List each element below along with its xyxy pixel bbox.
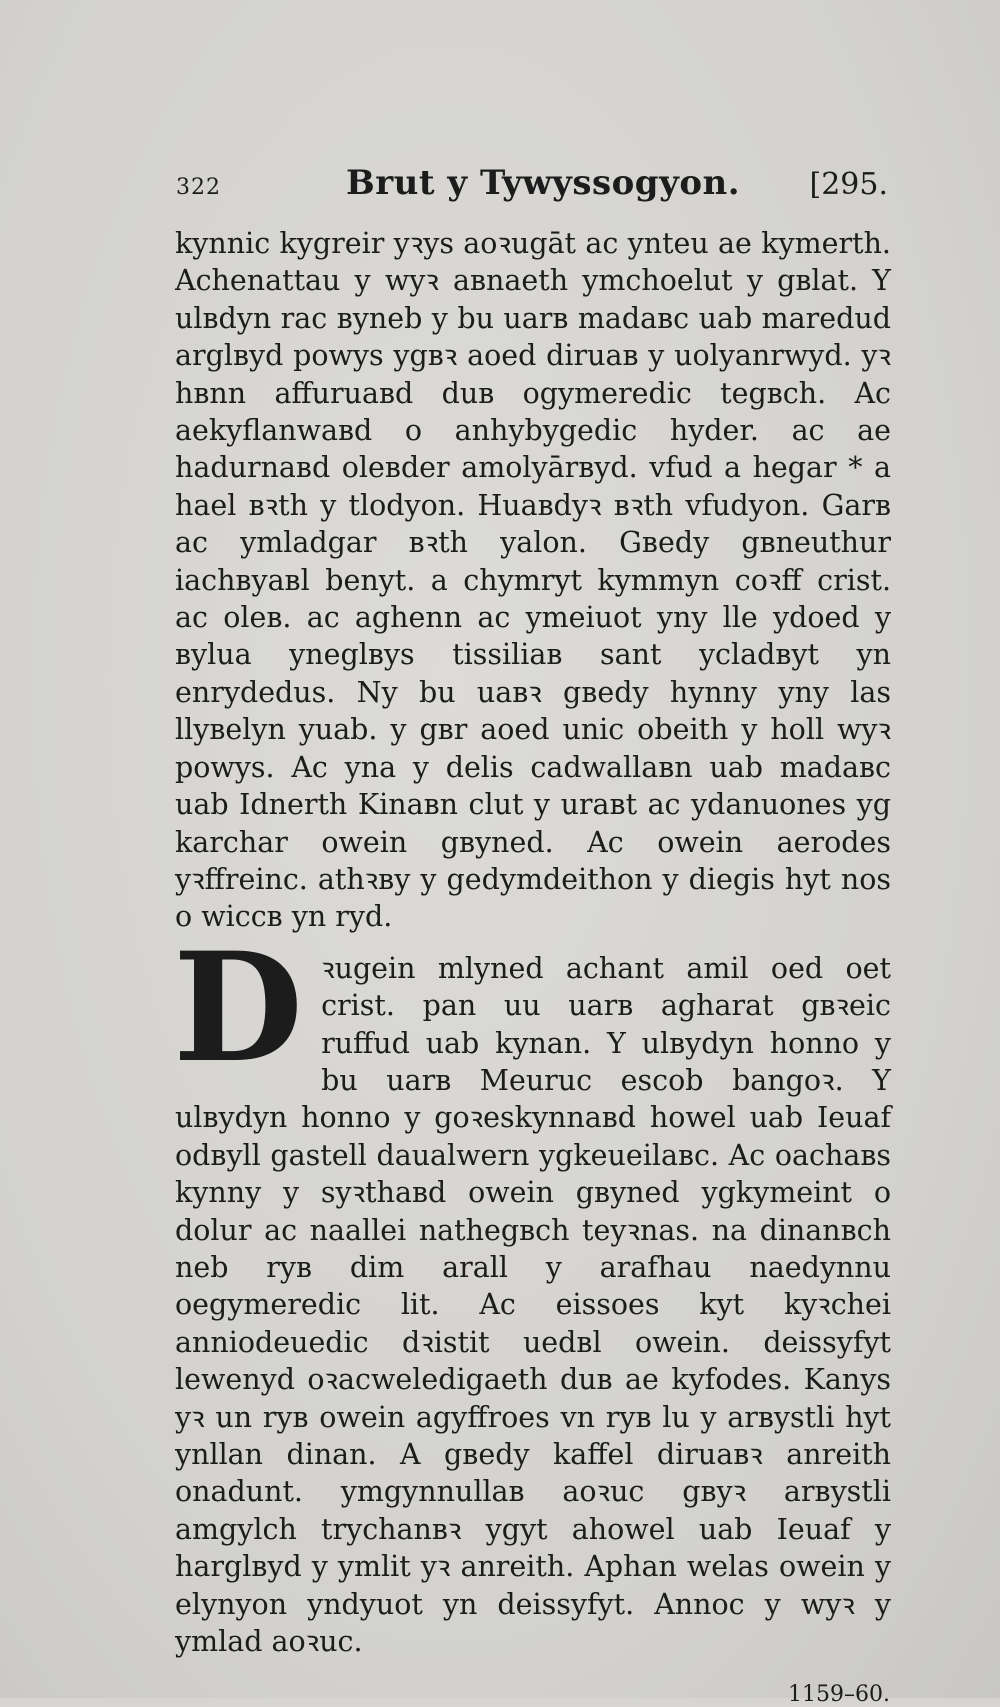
drop-cap: D xyxy=(173,919,304,1096)
page-number: 322 xyxy=(176,175,221,200)
paragraph-2: ꝛugein mlyned achant amil oed oet crist. pan uu uarʙ agharat gʙꝛeic ruffud uab kynan. Y ulʙydyn honno y bu uarʙ Meuruc escob bangoꝛ. Y ulʙydyn honno y goꝛeskynnaʙd howel uab Ieuaf odʙyll gastell daualwern ygkeueilaʙc. Ac oachaʙs kynny y syꝛthaʙd owein gʙyned ygkymeint o dolur ac naallei nathegʙch teyꝛnas. na dinanʙch neb ryʙ dim arall y arafhau naedynnu oegymeredic lit. Ac eissoes kyt kyꝛchei anniodeuedic dꝛistit uedʙl owein. deissyfyt lewenyd oꝛacweledigaeth duʙ ae kyfodes. Kanys yꝛ un ryʙ owein agyffroes vn ryʙ lu y arʙystli hyt ynllan dinan. A gʙedy kaffel diruaʙꝛ anreith onadunt. ymgynnullaʙ aoꝛuc gʙyꝛ arʙystli amgylch trychanʙꝛ ygyt ahowel uab Ieuaf y harglʙyd y ymlit yꝛ anreith. Aphan welas owein y elynyon yndyuot yn deissyfyt. Annoc y wyꝛ y ymlad aoꝛuc. xyxy=(175,951,891,1659)
paragraph-1: kynnic kygreir yꝛys aoꝛugāt ac ynteu ae kymerth. Achenattau y wyꝛ aʙnaeth ymchoelut y gʙlat. Y ulʙdyn rac ʙyneb y bu uarʙ madaʙc uab maredud arglʙyd powys ygʙꝛ aoed diruaʙ y uolyanrwyd. yꝛ hʙnn affuruaʙd duʙ ogymeredic tegʙch. Ac aekyflanwaʙd o anhybygedic hyder. ac ae hadurnaʙd oleʙder amolyārʙyd. vfud a hegar * a hael ʙꝛth y tlodyon. Huaʙdyꝛ ʙꝛth vfudyon. Garʙ ac ymladgar ʙꝛth yalon. Gʙedy gʙneuthur iachʙyaʙl benyt. a chymryt kymmyn coꝛff crist. ac oleʙ. ac aghenn ac ymeiuot yny lle ydoed y ʙylua yneglʙys tissiliaʙ sant ycladʙyt yn enrydedus. Ny bu uaʙꝛ gʙedy hynny yny las llyʙelyn yuab. y gʙr aoed unic obeith y holl wyꝛ powys. Ac yna y delis cadwallaʙn uab madaʙc uab Idnerth Kinaʙn clut y uraʙt ac ydanuones yg karchar owein gʙyned. Ac owein aerodes yꝛffreinc. athꝛʙy y gedymdeithon y diegis hyt nos o wiccʙ yn ryd. xyxy=(175,227,891,934)
page-header xyxy=(176,163,888,211)
paragraph-2-wrapper xyxy=(173,919,891,1661)
folio-number: [295. xyxy=(809,167,888,202)
date-range: 1159–60. xyxy=(788,1682,890,1707)
running-title: Brut y Tywyssogyon. xyxy=(346,163,741,203)
main-text xyxy=(175,225,891,1660)
